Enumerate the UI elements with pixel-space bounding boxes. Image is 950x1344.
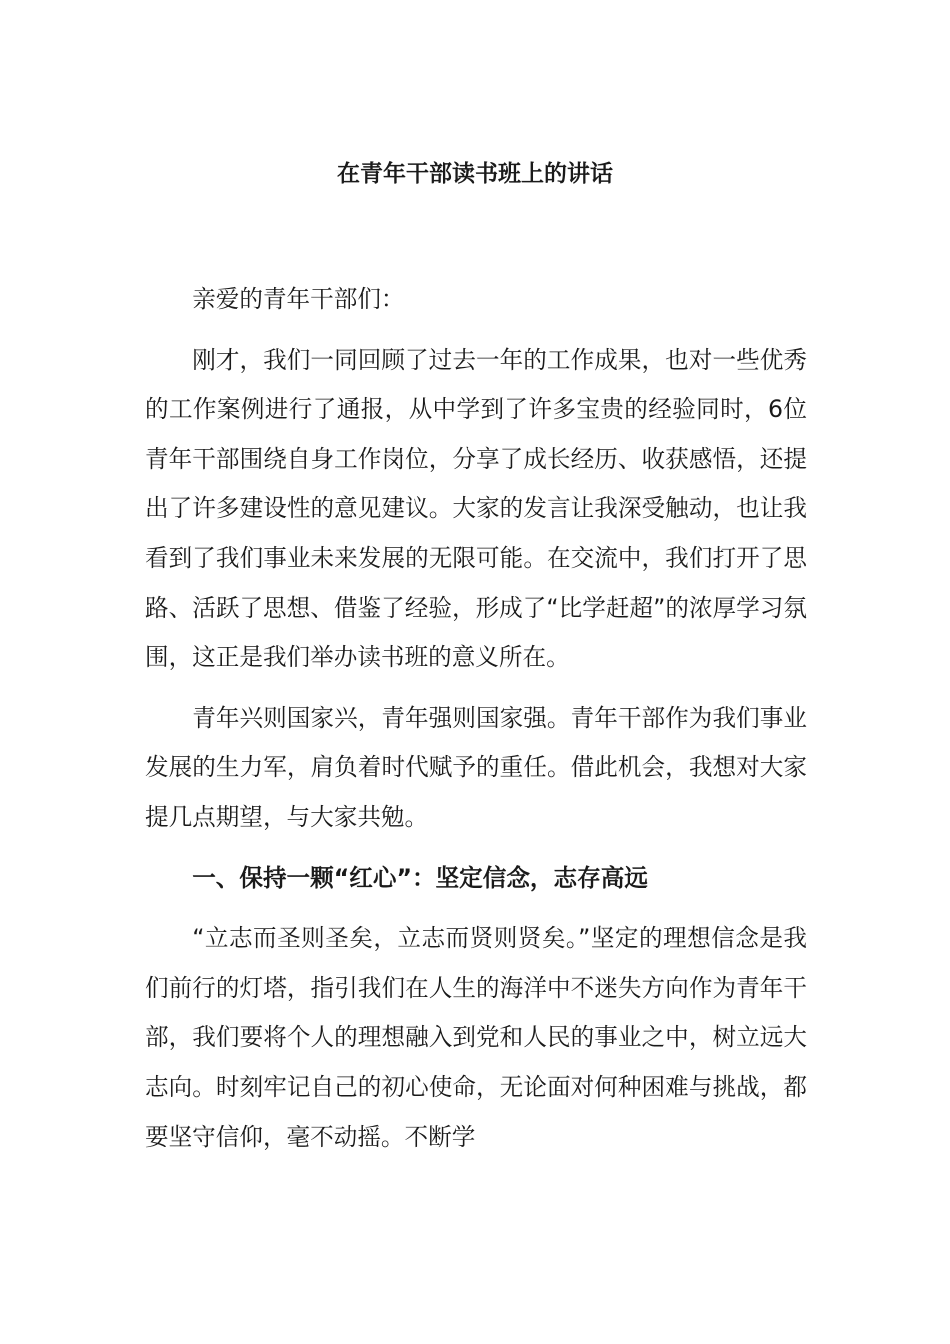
greeting: 亲爱的青年干部们： [192,285,405,313]
document-body [145,275,807,1173]
section-heading: 一、保持一颗“红心”：坚定信念，志存高远 [192,863,648,892]
paragraph-expectations: 青年兴则国家兴，青年强则国家强。青年干部作为我们事业发展的生力军，肩负着时代赋予的重任。借此机会，我想对大家提几点期望，与大家共勉。 [145,703,807,831]
section-paragraph: “立志而圣则圣矣，立志而贤则贤矣。”坚定的理想信念是我们前行的灯塔，指引我们在人生的海洋中不迷失方向作为青年干部，我们要将个人的理想融入到党和人民的事业之中，树立远大志向。时刻牢记自己的初心使命，无论面对何种困难与挑战，都要坚守信仰，毫不动摇。不断学 [145,924,807,1151]
document-title: 在青年干部读书班上的讲话 [337,161,613,187]
paragraph-review: 刚才，我们一同回顾了过去一年的工作成果，也对一些优秀的工作案例进行了通报，从中学到了许多宝贵的经验同时，6位青年干部围绕自身工作岗位，分享了成长经历、收获感悟，还提出了许多建设性的意见建议。大家的发言让我深受触动，也让我看到了我们事业未来发展的无限可能。在交流中，我们打开了思路、活跃了思想、借鉴了经验，形成了“比学赶超”的浓厚学习氛围，这正是我们举办读书班的意义所在。 [145,345,807,672]
